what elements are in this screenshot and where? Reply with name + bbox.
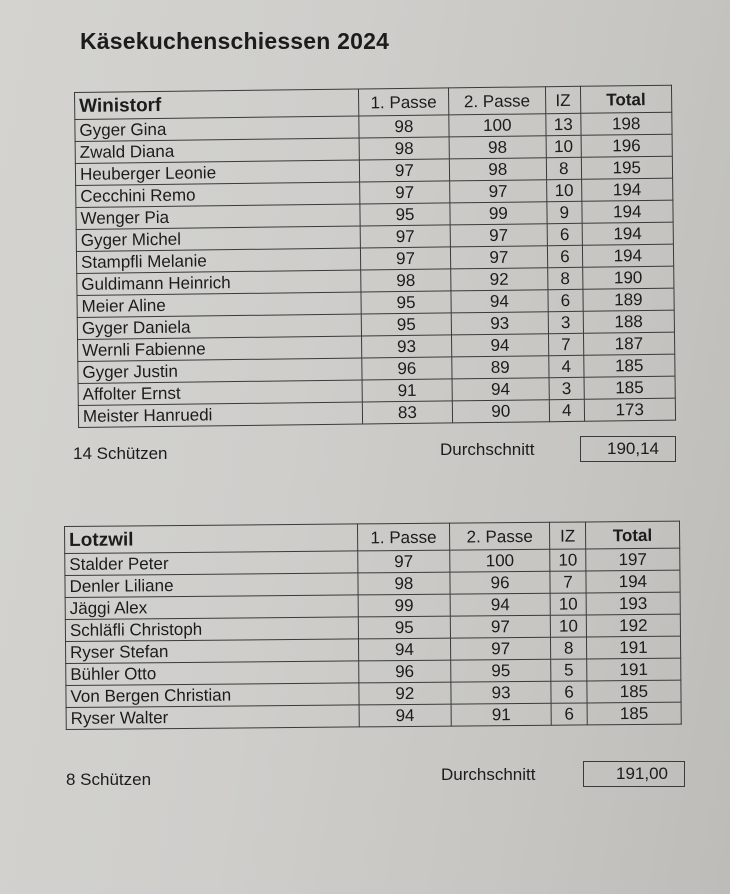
score-pass-2: 92: [450, 268, 548, 291]
page-title: Käsekuchenschiessen 2024: [80, 28, 390, 54]
score-iz: 9: [547, 201, 582, 223]
shooter-name: Gyger Michel: [76, 226, 361, 251]
column-header-total: Total: [580, 85, 672, 113]
score-iz: 6: [551, 703, 587, 725]
score-pass-2: 93: [451, 312, 549, 335]
score-pass-2: 94: [452, 378, 550, 401]
score-pass-2: 99: [450, 202, 548, 225]
column-header-p2: 2. Passe: [448, 87, 546, 115]
shooter-name: Gyger Gina: [75, 116, 360, 141]
score-pass-2: 96: [450, 571, 551, 594]
score-iz: 5: [551, 659, 587, 681]
score-total: 188: [583, 310, 675, 333]
score-total: 194: [582, 222, 674, 245]
score-pass-2: 94: [451, 334, 549, 357]
average-value: 190,14: [580, 436, 676, 462]
score-pass-2: 94: [451, 290, 549, 313]
table-row: [66, 702, 681, 729]
average-value: 191,00: [583, 761, 685, 787]
score-pass-2: 100: [450, 549, 551, 572]
shooter-name: Denler Liliane: [65, 573, 358, 598]
score-pass-1: 97: [360, 181, 450, 204]
score-pass-1: 99: [358, 594, 450, 617]
column-header-iz: IZ: [550, 522, 586, 549]
score-total: 195: [581, 156, 673, 179]
score-pass-2: 97: [449, 180, 547, 203]
score-pass-1: 95: [358, 616, 450, 639]
score-pass-1: 97: [358, 550, 450, 573]
score-pass-1: 98: [359, 137, 449, 160]
shooter-name: Jäggi Alex: [65, 595, 358, 620]
average-label: Durchschnitt: [440, 440, 535, 459]
score-pass-1: 95: [361, 291, 451, 314]
score-iz: 10: [551, 615, 587, 637]
score-iz: 10: [546, 135, 581, 157]
score-total: 185: [583, 354, 675, 377]
score-pass-1: 95: [362, 313, 452, 336]
column-header-p1: 1. Passe: [357, 523, 449, 551]
score-pass-1: 93: [362, 335, 452, 358]
shooter-name: Stalder Peter: [65, 551, 358, 576]
score-pass-2: 100: [448, 114, 546, 137]
score-iz: 4: [549, 399, 584, 421]
score-pass-1: 96: [362, 357, 452, 380]
results-table-group-1: [74, 85, 676, 428]
score-pass-2: 97: [450, 615, 551, 638]
score-pass-1: 95: [360, 203, 450, 226]
score-iz: 4: [549, 355, 584, 377]
score-iz: 6: [551, 681, 587, 703]
score-pass-2: 97: [450, 246, 548, 269]
score-pass-1: 83: [363, 401, 453, 424]
score-pass-2: 90: [452, 400, 550, 423]
score-pass-1: 97: [360, 159, 450, 182]
score-total: 191: [586, 636, 680, 659]
shooter-name: Meier Aline: [77, 292, 362, 317]
score-iz: 10: [547, 179, 582, 201]
score-iz: 13: [546, 113, 581, 135]
score-pass-1: 97: [361, 247, 451, 270]
score-iz: 6: [548, 289, 583, 311]
shooter-name: Wenger Pia: [76, 204, 361, 229]
shooter-count: 14 Schützen: [73, 444, 168, 463]
score-total: 198: [580, 112, 672, 135]
shooter-name: Wernli Fabienne: [78, 336, 363, 361]
score-iz: 10: [550, 593, 586, 615]
score-pass-2: 89: [451, 356, 549, 379]
shooter-name: Schläfli Christoph: [65, 617, 358, 642]
score-total: 194: [581, 200, 673, 223]
column-header-p2: 2. Passe: [449, 522, 550, 550]
score-total: 185: [587, 702, 681, 725]
score-total: 197: [586, 548, 680, 571]
club-name: Lotzwil: [65, 524, 358, 554]
score-pass-2: 98: [449, 136, 547, 159]
results-table-group-2: [64, 521, 682, 730]
score-pass-1: 94: [358, 638, 450, 661]
score-pass-1: 92: [359, 682, 451, 705]
score-pass-2: 93: [451, 681, 552, 704]
score-iz: 6: [548, 245, 583, 267]
shooter-name: Von Bergen Christian: [66, 683, 359, 708]
score-total: 191: [587, 658, 681, 681]
shooter-name: Guldimann Heinrich: [77, 270, 362, 295]
score-iz: 3: [548, 311, 583, 333]
shooter-name: Ryser Walter: [66, 705, 359, 730]
shooter-name: Zwald Diana: [75, 138, 360, 163]
club-name: Winistorf: [75, 89, 360, 119]
score-pass-1: 97: [360, 225, 450, 248]
score-pass-2: 98: [449, 158, 547, 181]
shooter-name: Bühler Otto: [66, 661, 359, 686]
shooter-name: Heuberger Leonie: [75, 160, 360, 185]
score-iz: 8: [551, 637, 587, 659]
score-pass-2: 94: [450, 593, 551, 616]
shooter-name: Cecchini Remo: [76, 182, 361, 207]
score-total: 187: [583, 332, 675, 355]
score-iz: 3: [549, 377, 584, 399]
score-pass-1: 91: [362, 379, 452, 402]
shooter-name: Affolter Ernst: [78, 380, 363, 405]
column-header-total: Total: [585, 521, 679, 549]
score-total: 194: [586, 570, 680, 593]
average-label: Durchschnitt: [441, 765, 536, 784]
score-pass-2: 97: [450, 637, 551, 660]
shooter-count: 8 Schützen: [66, 770, 152, 789]
score-total: 189: [583, 288, 675, 311]
score-pass-1: 96: [359, 660, 451, 683]
score-iz: 8: [548, 267, 583, 289]
score-total: 196: [581, 134, 673, 157]
score-total: 190: [582, 266, 674, 289]
score-total: 185: [587, 680, 681, 703]
score-total: 194: [581, 178, 673, 201]
column-header-p1: 1. Passe: [359, 88, 449, 116]
score-pass-2: 97: [450, 224, 548, 247]
shooter-name: Gyger Justin: [78, 358, 363, 383]
score-pass-1: 94: [359, 704, 451, 727]
score-iz: 10: [550, 549, 586, 571]
score-total: 194: [582, 244, 674, 267]
score-total: 193: [586, 592, 680, 615]
score-total: 173: [584, 398, 676, 421]
column-header-iz: IZ: [546, 86, 581, 113]
score-iz: 8: [546, 157, 581, 179]
score-iz: 6: [547, 223, 582, 245]
score-pass-1: 98: [358, 572, 450, 595]
score-total: 192: [586, 614, 680, 637]
score-iz: 7: [550, 571, 586, 593]
score-pass-1: 98: [359, 115, 449, 138]
score-pass-2: 95: [451, 659, 552, 682]
score-iz: 7: [549, 333, 584, 355]
shooter-name: Ryser Stefan: [66, 639, 359, 664]
score-pass-1: 98: [361, 269, 451, 292]
shooter-name: Meister Hanruedi: [78, 402, 363, 427]
score-pass-2: 91: [451, 703, 552, 726]
shooter-name: Gyger Daniela: [77, 314, 362, 339]
shooter-name: Stampfli Melanie: [76, 248, 361, 273]
score-total: 185: [584, 376, 676, 399]
